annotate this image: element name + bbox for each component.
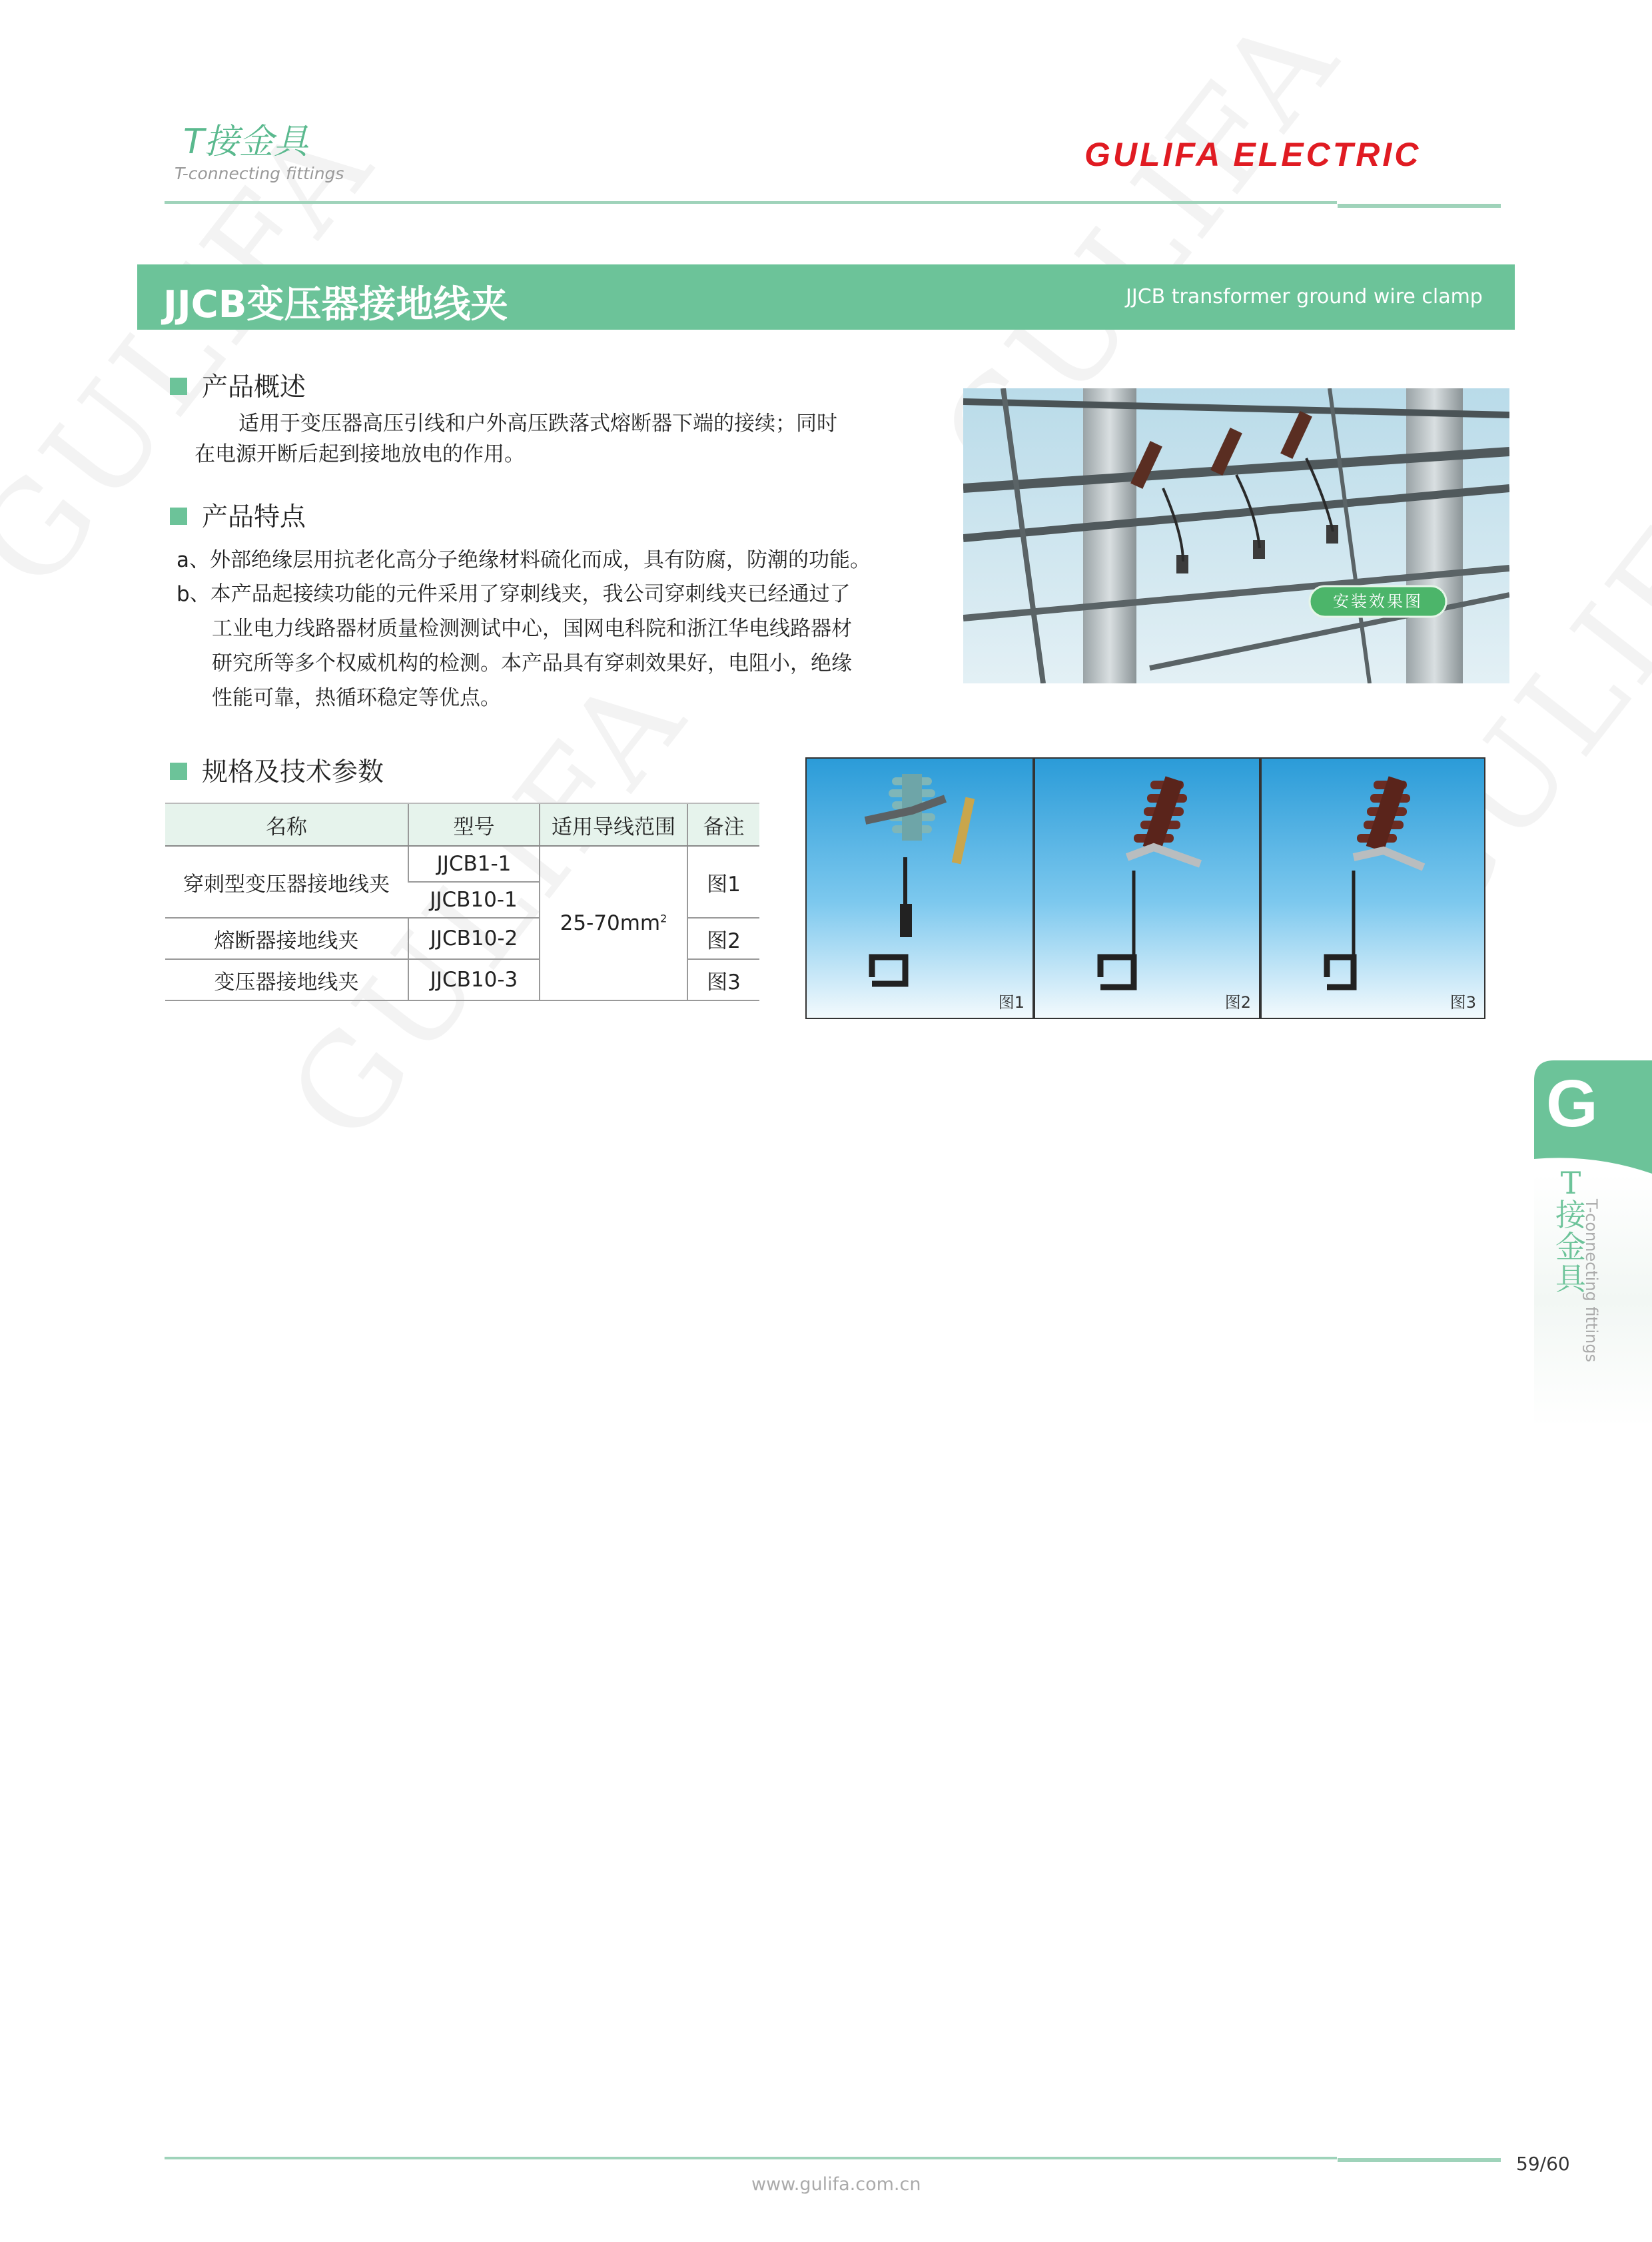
features-heading: [170, 496, 306, 534]
page-title: JJCB变压器接地线夹: [163, 283, 508, 326]
cell-name: 熔断器接地线夹: [165, 918, 408, 959]
col-header-note: 备注: [687, 803, 759, 846]
figure-label-1: 图1: [998, 993, 1025, 1012]
footer-rule-accent: [1338, 2158, 1501, 2162]
page-title-en: JJCB transformer ground wire clamp: [1126, 285, 1483, 308]
product-figure-3: [1260, 757, 1485, 1019]
specs-heading-text: 规格及技术参数: [202, 757, 384, 787]
overview-heading-text: 产品概述: [202, 372, 306, 402]
section-tab-cn: T接金具: [1555, 1165, 1586, 1297]
range-text: 25-70mm: [560, 911, 661, 935]
cell-model: JJCB10-3: [408, 959, 540, 1000]
col-header-model: 型号: [408, 803, 540, 846]
section-tab: [1534, 1060, 1652, 1174]
cell-note: 图1: [687, 846, 759, 918]
figure-label-2: 图2: [1224, 993, 1251, 1012]
overview-heading: [170, 366, 306, 404]
header-rule: [165, 201, 1337, 204]
feature-b-line-3: 研究所等多个权威机构的检测。本产品具有穿刺效果好，电阻小，绝缘: [212, 651, 852, 675]
spec-table: [165, 803, 759, 1001]
cell-note: 图2: [687, 918, 759, 959]
feature-b-line-1: b、本产品起接续功能的元件采用了穿刺线夹，我公司穿刺线夹已经通过了: [177, 582, 851, 606]
cell-name: 穿刺型变压器接地线夹: [165, 846, 408, 918]
photo-badge: 安装效果图: [1333, 592, 1423, 611]
feature-b-line-2: 工业电力线路器材质量检测测试中心，国网电科院和浙江华电线路器材: [212, 617, 852, 641]
col-header-range: 适用导线范围: [540, 803, 687, 846]
cell-model: JJCB10-2: [408, 918, 540, 959]
overview-line-2: 在电源开断后起到接地放电的作用。: [195, 442, 525, 466]
product-figure-2: [1034, 757, 1260, 1019]
features-heading-text: 产品特点: [202, 502, 306, 532]
header-category-en: T-connecting fittings: [175, 164, 344, 183]
overview-line-1: 适用于变压器高压引线和户外高压跌落式熔断器下端的接续；同时: [238, 412, 837, 436]
table-header-row: [165, 803, 759, 846]
specs-heading: [170, 751, 384, 789]
header-category-cn: T接金具: [183, 122, 308, 162]
footer-url: www.gulifa.com.cn: [751, 2174, 921, 2195]
section-tab-en: T-connecting fittings: [1582, 1199, 1601, 1363]
page-number: 59/60: [1516, 2153, 1570, 2175]
product-figure-1: [805, 757, 1034, 1019]
range-superscript: 2: [660, 912, 667, 925]
col-header-name: 名称: [165, 803, 408, 846]
section-tab-letter: G: [1546, 1066, 1598, 1141]
footer-rule: [165, 2157, 1337, 2159]
figure-label-3: 图3: [1449, 993, 1476, 1012]
cell-model: JJCB1-1: [408, 846, 540, 882]
cell-name: 变压器接地线夹: [165, 959, 408, 1000]
installation-photo: [963, 388, 1509, 683]
cell-model: JJCB10-1: [408, 882, 540, 918]
feature-b-line-4: 性能可靠，热循环稳定等优点。: [212, 686, 501, 710]
bullet-square-icon: [170, 763, 187, 780]
table-row: [165, 846, 759, 882]
cell-note: 图3: [687, 959, 759, 1000]
bullet-square-icon: [170, 508, 187, 525]
feature-a: a、外部绝缘层用抗老化高分子绝缘材料硫化而成，具有防腐，防潮的功能。: [177, 548, 871, 572]
brand-logo: GULIFA ELECTRIC: [1084, 136, 1422, 173]
bullet-square-icon: [170, 378, 187, 395]
header-rule-accent: [1338, 204, 1501, 208]
cell-range: [540, 846, 687, 1000]
